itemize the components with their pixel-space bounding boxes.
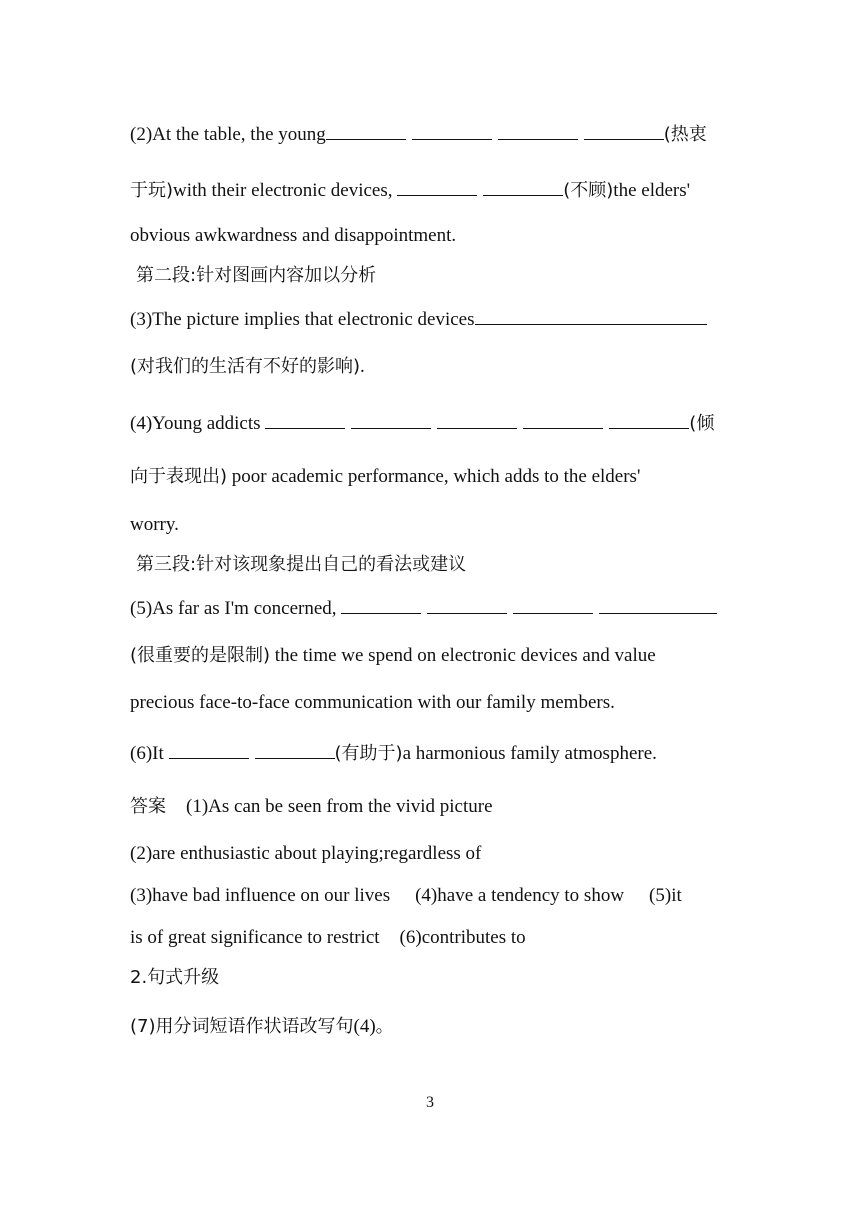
answers-label: 答案 xyxy=(130,796,166,817)
answers-line-2: (2)are enthusiastic about playing;regardless of xyxy=(130,843,482,864)
answer-blank[interactable] xyxy=(397,177,477,196)
chinese-hint: (很重要的是限制) xyxy=(130,645,271,666)
chinese-hint: (倾 xyxy=(689,413,715,434)
question-7: (7)用分词短语作状语改写句(4)。 xyxy=(130,1016,394,1037)
chinese-hint: (对我们的生活有不好的影响) xyxy=(130,356,361,377)
answer-blank[interactable] xyxy=(513,595,593,614)
chinese-hint: (不顾) xyxy=(563,180,614,201)
question-2-line-3: obvious awkwardness and disappointment. xyxy=(130,225,457,246)
chinese-hint: 于玩) xyxy=(130,180,174,201)
question-2-line-2: 于玩)with their electronic devices, (不顾)the elders' xyxy=(130,177,730,203)
chinese-hint: (有助于) xyxy=(334,743,403,764)
answer-blank[interactable] xyxy=(341,595,421,614)
answers-line-1: 答案 (1)As can be seen from the vivid picture xyxy=(130,796,493,817)
question-4-line-1: (4)Young addicts (倾 xyxy=(130,410,730,436)
answer-blank[interactable] xyxy=(483,177,563,196)
answers-line-4: is of great significance to restrict (6)contributes to xyxy=(130,927,526,948)
answer-blank[interactable] xyxy=(265,410,345,429)
question-6: (6)It (有助于)a harmonious family atmosphere. xyxy=(130,740,730,766)
answer-blank[interactable] xyxy=(427,595,507,614)
section-3-heading: 第三段:针对该现象提出自己的看法或建议 xyxy=(136,554,467,575)
answer-blank[interactable] xyxy=(255,740,335,759)
page-number: 3 xyxy=(426,1094,434,1111)
answer-blank[interactable] xyxy=(475,306,707,325)
question-5-line-2: (很重要的是限制) the time we spend on electronic devices and value xyxy=(130,645,656,666)
answer-blank[interactable] xyxy=(498,121,578,140)
section-upgrade-heading: 2.句式升级 xyxy=(130,967,220,988)
section-2-heading: 第二段:针对图画内容加以分析 xyxy=(136,265,377,286)
answer-blank[interactable] xyxy=(609,410,689,429)
question-4-line-2: 向于表现出) poor academic performance, which adds to the elders' xyxy=(130,466,641,487)
question-3-line-2: (对我们的生活有不好的影响). xyxy=(130,356,365,377)
question-3-line-1: (3)The picture implies that electronic devices xyxy=(130,306,730,332)
question-5-line-1: (5)As far as I'm concerned, xyxy=(130,595,730,621)
answer-blank[interactable] xyxy=(523,410,603,429)
answer-blank[interactable] xyxy=(169,740,249,759)
question-4-line-3: worry. xyxy=(130,514,179,535)
question-2-line-1: (2)At the table, the young (热衷 xyxy=(130,121,730,147)
answer-blank[interactable] xyxy=(599,595,717,614)
answer-blank[interactable] xyxy=(351,410,431,429)
answer-blank[interactable] xyxy=(412,121,492,140)
answer-blank[interactable] xyxy=(326,121,406,140)
answer-blank[interactable] xyxy=(437,410,517,429)
answers-line-3: (3)have bad influence on our lives (4)have a tendency to show (5)it xyxy=(130,885,682,906)
answer-blank[interactable] xyxy=(584,121,664,140)
chinese-hint: (热衷 xyxy=(663,124,707,145)
chinese-hint: 向于表现出) xyxy=(130,466,228,487)
question-5-line-3: precious face-to-face communication with our family members. xyxy=(130,692,615,713)
